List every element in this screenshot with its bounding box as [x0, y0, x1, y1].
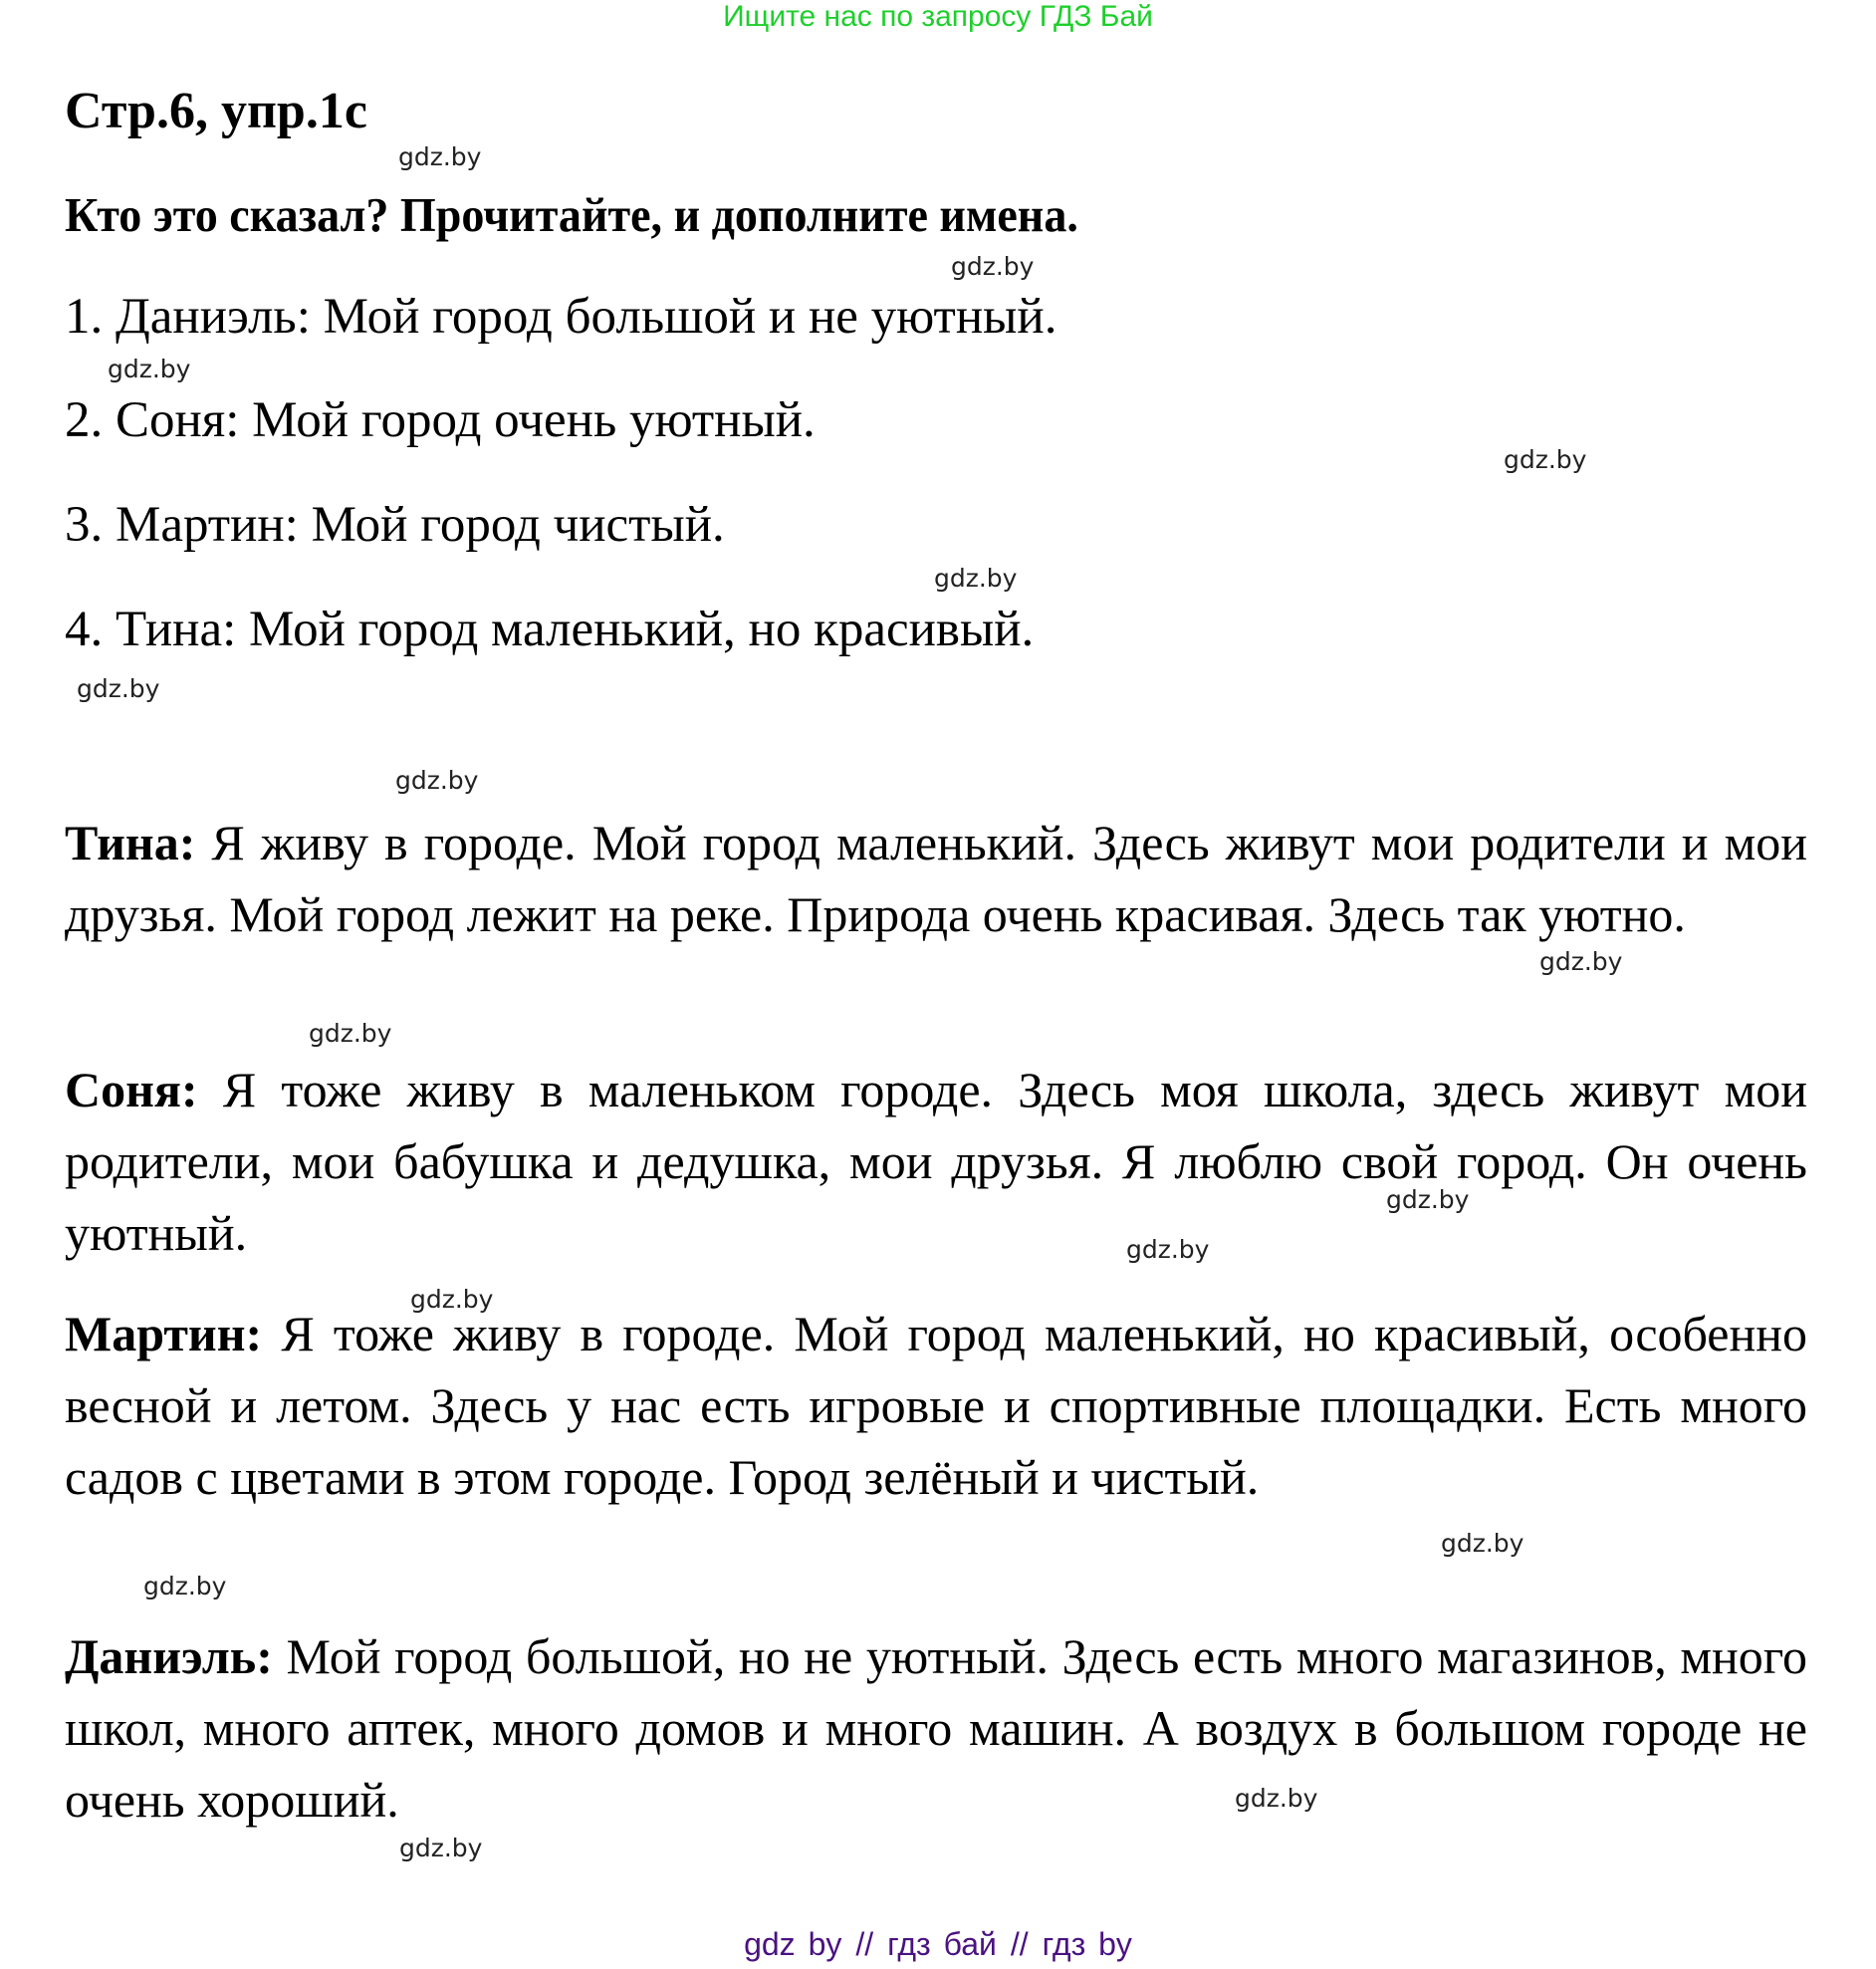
watermark: gdz.by	[1126, 1235, 1210, 1264]
paragraph-text: Я тоже живу в маленьком городе. Здесь моя школа, здесь живут мои родители, мои бабушка и дедушка, мои друзья. Я люблю свой город. Он очень уютный.	[65, 1062, 1807, 1261]
watermark: gdz.by	[143, 1572, 227, 1600]
footer-links	[0, 1924, 1876, 1964]
watermark: gdz.by	[395, 766, 479, 795]
watermark: gdz.by	[399, 1834, 483, 1862]
paragraph-martin	[65, 1298, 1807, 1513]
footer-separator: //	[855, 1926, 874, 1962]
watermark: gdz.by	[309, 1019, 392, 1048]
paragraph-sonya	[65, 1054, 1807, 1269]
answer-item-4: 4. Тина: Мой город маленький, но красивый.	[65, 602, 1035, 657]
watermark: gdz.by	[934, 564, 1018, 593]
page-title: Стр.6, упр.1с	[65, 83, 367, 139]
footer-link-gdz-by[interactable]: gdz by	[744, 1926, 842, 1962]
paragraph-tina	[65, 807, 1807, 950]
answer-item-3: 3. Мартин: Мой город чистый.	[65, 497, 725, 553]
search-hint-banner: Ищите нас по запросу ГДЗ Бай	[723, 0, 1153, 33]
speaker-name: Тина:	[65, 815, 196, 870]
watermark: gdz.by	[1386, 1185, 1470, 1214]
task-heading: Кто это сказал? Прочитайте, и дополните имена.	[65, 187, 1078, 242]
answer-item-2: 2. Соня: Мой город очень уютный.	[65, 392, 816, 448]
speaker-name: Мартин:	[65, 1306, 263, 1361]
watermark: gdz.by	[1539, 947, 1623, 976]
watermark: gdz.by	[951, 252, 1035, 281]
watermark: gdz.by	[108, 355, 191, 383]
watermark: gdz.by	[1504, 445, 1587, 474]
speaker-name: Соня:	[65, 1062, 198, 1117]
watermark: gdz.by	[398, 142, 482, 171]
footer-separator: //	[1010, 1926, 1029, 1962]
watermark: gdz.by	[1441, 1529, 1524, 1558]
paragraph-text: Я живу в городе. Мой город маленький. Здесь живут мои родители и мои друзья. Мой город лежит на реке. Природа очень красивая. Здесь так уютно.	[65, 815, 1807, 942]
paragraph-daniel	[65, 1620, 1807, 1836]
watermark: gdz.by	[77, 674, 160, 703]
paragraph-text: Я тоже живу в городе. Мой город маленький, но красивый, особенно весной и летом. Здесь у нас есть игровые и спортивные площадки. Есть много садов с цветами в этом городе. Город зелёный и чистый.	[65, 1306, 1808, 1505]
watermark: gdz.by	[1235, 1784, 1318, 1813]
footer-link-gdz-by-2[interactable]: гдз by	[1042, 1926, 1132, 1962]
watermark: gdz.by	[410, 1285, 494, 1314]
paragraph-text: Мой город большой, но не уютный. Здесь есть много магазинов, много школ, много аптек, много домов и много машин. А воздух в большом городе не очень хороший.	[65, 1628, 1807, 1828]
footer-link-gdz-bai[interactable]: гдз бай	[887, 1926, 997, 1962]
speaker-name: Даниэль:	[65, 1628, 273, 1684]
answer-item-1: 1. Даниэль: Мой город большой и не уютный.	[65, 289, 1057, 345]
